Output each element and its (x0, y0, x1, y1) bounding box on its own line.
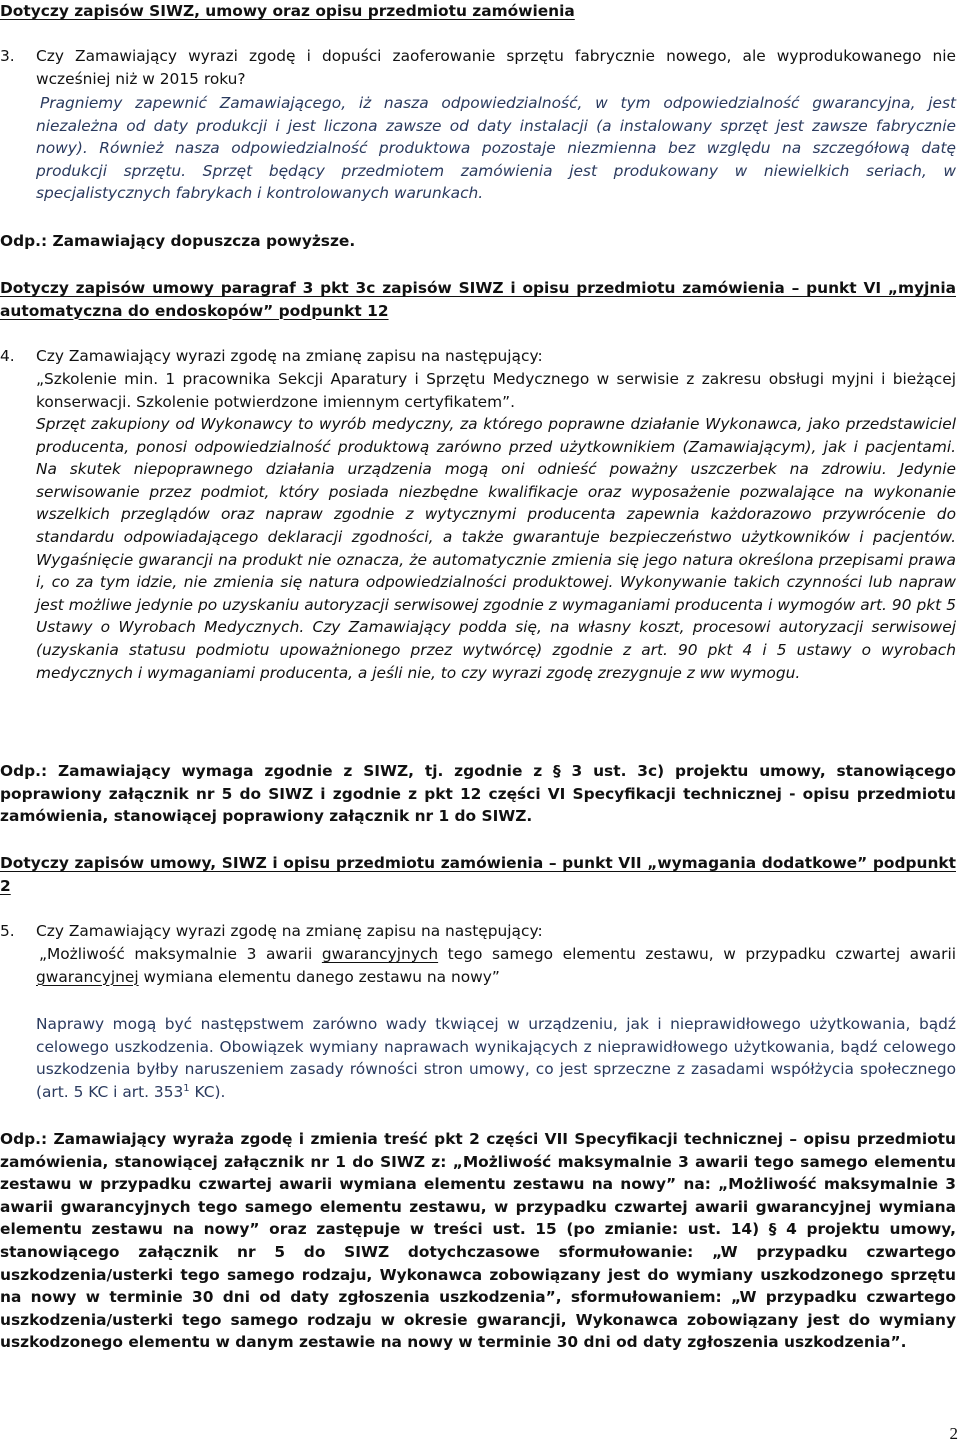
superscript: 1 (183, 1082, 190, 1094)
answer-4: Odp.: Zamawiający wymaga zgodnie z SIWZ, tj. zgodnie z § 3 ust. 3c) projektu umowy, stanowiącego poprawiony załącznik nr 5 do SIWZ i zgodnie z pkt 12 części VI Specyfikacji technicznej - opisu przedmiotu zamówienia, stanowiącej poprawiony załącznik nr 1 do SIWZ. (0, 762, 956, 826)
question-4 (0, 345, 956, 368)
justification-text: KC). (189, 1082, 226, 1101)
question-number: 4. (0, 347, 15, 365)
answer-5: Odp.: Zamawiający wyraża zgodę i zmienia treść pkt 2 części VII Specyfikacji technicznej – opisu przedmiotu zamówienia, stanowiącej załącznik nr 1 do SIWZ z: „Możliwość maksymalnie 3 awarii tego samego elementu zestawu w przypadku czwartej awarii wymiana elementu zestawu na nowy” na: „Możliwość maksymalnie 3 awarii gwarancyjnych tego samego elementu zestawu, w przypadku czwartej awarii gwarancyjnej wymiana elementu zestawu na nowy” oraz zastępuje w treści ust. 15 (po zmianie: ust. 14) § 4 projektu umowy, stanowiącego załącznik nr 5 do SIWZ dotychczasowe sformułowanie: „W przypadku czwartego uszkodzenia/usterki tego samego rodzaju, Wykonawca zobowiązany jest do wymiany uszkodzonego sprzętu na nowy w terminie 30 dni od daty zgłoszenia uszkodzenia”, sformułowaniem: „W przypadku czwartego uszkodzenia/usterki tego samego rodzaju w okresie gwarancji, Wykonawca zobowiązany jest do wymiany uszkodzonego elementu w danym zestawie na nowy w terminie 30 dni od daty zgłoszenia uszkodzenia”. (0, 1130, 956, 1352)
proposed-text-part: „Możliwość maksymalnie 3 awarii (39, 945, 322, 963)
answer-3: Odp.: Zamawiający dopuszcza powyższe. (0, 232, 356, 250)
question-text: Czy Zamawiający wyrazi zgodę na zmianę zapisu na następujący: (36, 347, 543, 365)
question-5 (0, 920, 956, 943)
question-text: Czy Zamawiający wyrazi zgodę na zmianę zapisu na następujący: (36, 922, 543, 940)
question-3 (0, 45, 956, 90)
question-5-proposed-text (36, 943, 956, 988)
question-number: 3. (0, 47, 15, 65)
question-5-justification (36, 1013, 956, 1103)
section-heading-2: Dotyczy zapisów umowy paragraf 3 pkt 3c zapisów SIWZ i opisu przedmiotu zamówienia – punkt VI „myjnia automatyczna do endoskopów” podpunkt 12 (0, 279, 956, 320)
proposed-text-underlined: gwarancyjnych (321, 945, 439, 963)
proposed-text-underlined: gwarancyjnej (36, 967, 139, 986)
question-4-justification: Sprzęt zakupiony od Wykonawcy to wyrób medyczny, za którego poprawne działanie Wykonawca, jako przedstawiciel producenta, ponosi odpowiedzialność produktową zarówno przed użytkownikiem (Zamawiającym), jak i pacjentami. Na skutek niepoprawnego działania urządzenia mogą oni odnieść poważny uszczerbek na zdrowiu. Jedynie serwisowanie przez podmiot, który posiada niezbędne kwalifikacje oraz wyposażenie pozwalające na wykonanie wszelkich przeglądów oraz napraw zgodnie z wytycznymi producenta zapewnia każdorazowo przywrócenie do standardu odpowiadającego deklaracji zgodności, a także gwarantuje bezpieczeństwo użytkowników i pacjentów. Wygaśnięcie gwarancji na produkt nie oznacza, że automatycznie zmienia się jego natura określona przepisami prawa i, co za tym idzie, nie zmienia się natura odpowiedzialności produktowej. Wykonywanie takich czynności lub napraw jest możliwe jedynie po uzyskaniu autoryzacji serwisowej zgodnie z wymaganiami producenta i wymogów art. 90 pkt 5 Ustawy o Wyrobach Medycznych. Czy Zamawiający podda się, na własny koszt, procesowi autoryzacji serwisowej (uzyskania statusu podmiotu upoważnionego przez wytwórcę) zgodnie z art. 90 pkt 4 i 5 ustawy o wyrobach medycznych i wymaganiami producenta, a jeśli nie, to czy wyrazi zgodę zrezygnuje z ww wymogu. (36, 415, 956, 682)
proposed-text-part: tego samego elementu zestawu, w przypadku czwartej awarii (438, 945, 956, 963)
justification-text: Naprawy mogą być następstwem zarówno wady tkwiącej w urządzeniu, jak i nieprawidłowego użytkowania, bądź celowego uszkodzenia. Obowiązek wymiany naprawach wynikających z nieprawidłowego użytkowania, bądź celowego uszkodzenia byłby naruszeniem zasady równości stron umowy, co jest sprzeczne z zasadami współżycia społecznego (art. 5 KC i art. 353 (36, 1015, 956, 1101)
question-text: Czy Zamawiający wyrazi zgodę i dopuści zaoferowanie sprzętu fabrycznie nowego, ale wyprodukowanego nie wcześniej niż w 2015 roku? (36, 47, 956, 88)
question-4-proposed-text: „Szkolenie min. 1 pracownika Sekcji Aparatury i Sprzętu Medycznego w serwisie z zakresu obsługi myjni i bieżącej konserwacji. Szkolenie potwierdzone imiennym certyfikatem”. (36, 370, 956, 411)
question-number: 5. (0, 922, 15, 940)
page-number: 2 (949, 1424, 958, 1443)
section-heading-3: Dotyczy zapisów umowy, SIWZ i opisu przedmiotu zamówienia – punkt VII „wymagania dodatkowe” podpunkt 2 (0, 854, 956, 895)
proposed-text-part: wymiana elementu danego zestawu na nowy” (138, 967, 500, 986)
question-3-justification: Pragniemy zapewnić Zamawiającego, iż nasza odpowiedzialność, w tym odpowiedzialność gwarancyjna, jest niezależna od daty produkcji i jest liczona zawsze od daty instalacji (a instalowany sprzęt jest zawsze fabrycznie nowy). Również nasza odpowiedzialność produktowa pozostaje niezmienna bez względu na szczegółową datę produkcji sprzętu. Sprzęt będący przedmiotem zamówienia jest produkowany w niewielkich seriach, w specjalistycznych fabrykach i kontrolowanych warunkach. (36, 94, 956, 203)
section-heading-1: Dotyczy zapisów SIWZ, umowy oraz opisu przedmiotu zamówienia (0, 2, 575, 20)
